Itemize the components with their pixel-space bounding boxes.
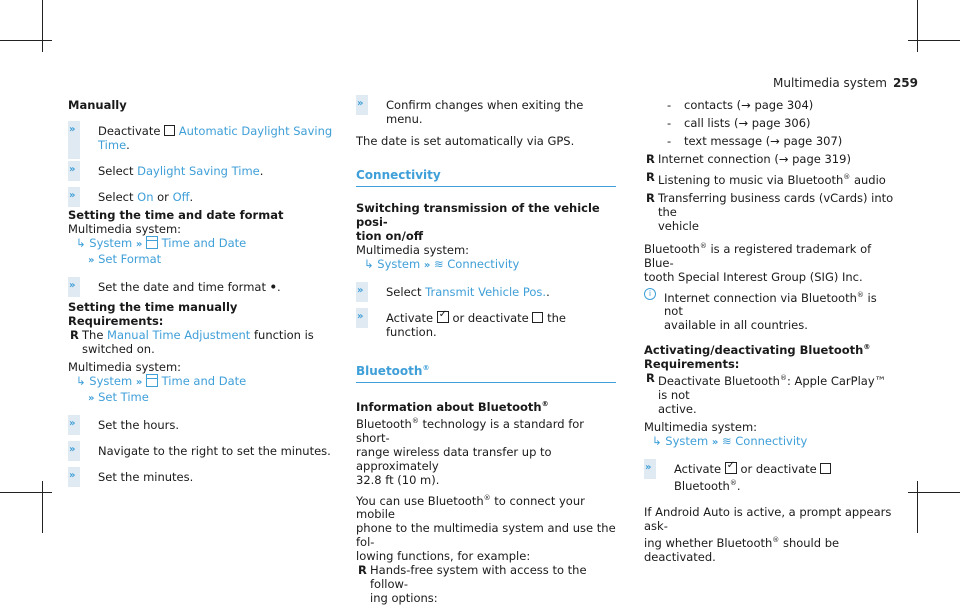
step-arrow-icon: » (357, 98, 364, 109)
link-time-and-date[interactable]: Time and Date (161, 374, 247, 388)
link-connectivity[interactable]: Connectivity (735, 434, 808, 449)
list-item: R Listening to music via Bluetooth® audio (646, 170, 886, 187)
chevron-icon: » (135, 239, 143, 250)
list-item: R Hands-free system with access to the follow- ing options: (358, 563, 587, 605)
list-item: R Deactivate Bluetooth®: Apple CarPlay™ is not active. (646, 371, 887, 417)
radio-dot-icon: • (269, 280, 277, 294)
heading-activating-bluetooth: Activating/deactivating Bluetooth® (644, 343, 871, 358)
link-system[interactable]: System (89, 374, 133, 388)
step: » Select Transmit Vehicle Pos.. (356, 285, 616, 299)
step-arrow-icon: » (357, 285, 364, 296)
step-arrow-icon: » (69, 164, 76, 175)
step-arrow-icon: » (69, 444, 76, 455)
menu-path (68, 236, 336, 252)
crop-mark (917, 481, 918, 533)
checkbox-empty-icon (820, 463, 831, 474)
crop-mark (908, 492, 960, 493)
step: » Set the date and time format •. (68, 280, 336, 294)
link-set-time[interactable]: Set Time (98, 390, 149, 404)
crop-mark (0, 40, 52, 41)
step: » Navigate to the right to set the minutes. (68, 444, 336, 458)
link-system[interactable]: System (665, 434, 709, 449)
link-time-and-date[interactable]: Time and Date (161, 236, 247, 250)
list-item: R Transferring business cards (vCards) into the vehicle (646, 190, 894, 233)
link-automatic-daylight[interactable]: Automatic Daylight Saving (178, 124, 333, 138)
step-arrow-icon: » (69, 190, 76, 201)
link-manual-time[interactable]: Manual Time Adjustment (107, 328, 251, 342)
list-item: R Internet connection (→ page 319) (646, 152, 851, 166)
crop-mark (42, 481, 43, 533)
heading-info-bluetooth: Information about Bluetooth® (356, 399, 549, 414)
step: » Confirm changes when exiting the menu. (356, 98, 616, 126)
link-system[interactable]: System (89, 236, 133, 250)
section-connectivity: Connectivity (356, 168, 616, 187)
checkbox-checked-icon (725, 462, 737, 474)
chevron-icon: » (711, 437, 719, 449)
step-arrow-icon: » (357, 311, 364, 322)
list-item: - contacts (→ page 304) (667, 98, 814, 112)
link-set-format[interactable]: Set Format (98, 252, 162, 266)
page-number: 259 (892, 76, 918, 90)
wifi-icon: ≋ (721, 434, 732, 449)
crop-mark (917, 0, 918, 52)
menu-path (68, 252, 336, 268)
header-section: Multimedia system (773, 76, 887, 90)
info-note: i Internet connection via Bluetooth® is not available in all countries. (644, 288, 896, 333)
column-middle: » Confirm changes when exiting the menu. The date is set automatically via GPS. Connectivity Switching transmission of the vehicle posi- tion on/off Multimedia system: ↳ System » ≋ Connectivity » Select Transmit Vehicle Pos.. » Activate ✓ or deactivate the function. Bluetooth® Information about Bluetooth® Bluetooth® technology is a standard for short- range wireless data transfer up to approximately 32.8 ft (10 m). You can use Bluetooth® to connect your mobile phone to the multimedia system and use the fol- lowing functions, for example: R Hands-free system with access to the follow- ing options: (356, 98, 616, 605)
page-header (773, 76, 918, 90)
section-bluetooth: Bluetooth® (356, 361, 616, 383)
crop-mark (908, 40, 960, 41)
checkbox-empty-icon (532, 312, 543, 323)
bullet-icon: R (646, 371, 655, 386)
menu-path (68, 390, 336, 406)
link-off[interactable]: Off (172, 190, 190, 204)
chevron-icon: » (88, 255, 95, 266)
hook-arrow-icon: ↳ (76, 374, 86, 388)
link-on[interactable]: On (137, 190, 154, 204)
step: » Select On or Off. (68, 190, 336, 204)
step: » Deactivate Automatic Daylight Saving Time. (68, 124, 336, 152)
calendar-icon (146, 236, 158, 249)
link-system[interactable]: System (377, 257, 421, 271)
link-daylight-saving[interactable]: Daylight Saving Time (137, 164, 260, 178)
checkbox-empty-icon (164, 125, 175, 136)
chevron-icon: » (423, 260, 431, 271)
link-transmit[interactable]: Transmit Vehicle Pos. (425, 285, 547, 299)
step-arrow-icon: » (645, 462, 652, 474)
heading-manually: Manually (68, 98, 127, 112)
calendar-icon (146, 374, 158, 387)
wifi-icon: ≋ (433, 257, 444, 271)
bullet-icon: R (646, 170, 655, 184)
step-arrow-icon: » (69, 124, 76, 135)
chevron-icon: » (88, 393, 95, 404)
bullet-icon: R (646, 190, 655, 205)
step: » Set the minutes. (68, 470, 336, 484)
hook-arrow-icon: ↳ (652, 434, 662, 449)
step: » Set the hours. (68, 418, 336, 432)
column-right: - contacts (→ page 304) - call lists (→ page 306) - text message (→ page 307) R Internet connection (→ page 319) R Listening to music via Bluetooth® audio R Transferring business cards (vCards) into the vehicle Bluetooth® is a registered trademark of Blue- tooth Special Interest Group (SIG) Inc. i Internet connection via Bluetooth® is not available in all countries. Activating/deactivating Bluetooth® Requirements: R Deactivate Bluetooth®: Apple CarPlay™ is not active. Multimedia system: ↳ System » ≋ Connectivity » Activate ✓ or deactivate Bluetooth®. If Android Auto is active, a prompt appears ask- ing whether Bluetooth® should be deactivated. (644, 98, 896, 564)
menu-path (644, 434, 896, 450)
menu-path (356, 257, 616, 273)
column-left: Manually » Deactivate Automatic Daylight Saving Time. » Select Daylight Saving Time. » Select On or Off. Setting the time and date format Multimedia system: ↳ System » Time and Date » Set Format » Set the date and time format •. Setting the time manually Requirements: R The Manual Time Adjustment function is switched on. Multimedia system: ↳ System » Time and Date » Set Time » Set the hours. » Navigate to the right to set the minutes. » Set the minutes. (68, 98, 336, 484)
chevron-icon: » (135, 377, 143, 388)
menu-path (68, 374, 336, 390)
list-item: - call lists (→ page 306) (667, 116, 811, 130)
bullet-icon: R (646, 152, 655, 166)
step-arrow-icon: » (69, 418, 76, 429)
info-icon: i (644, 288, 656, 300)
checkbox-checked-icon (437, 311, 449, 323)
crop-mark (0, 492, 52, 493)
crop-mark (42, 0, 43, 52)
link-connectivity[interactable]: Connectivity (447, 257, 520, 271)
list-item: - text message (→ page 307) (667, 134, 843, 148)
heading-switching: Switching transmission of the vehicle posi- (356, 201, 600, 229)
hook-arrow-icon: ↳ (364, 257, 374, 271)
heading-setting-format: Setting the time and date format (68, 208, 284, 222)
step: » Activate ✓ or deactivate the function. (356, 311, 616, 339)
heading-setting-manually: Setting the time manually (68, 300, 238, 314)
step: » Activate ✓ or deactivate Bluetooth®. (644, 462, 896, 493)
hook-arrow-icon: ↳ (76, 236, 86, 250)
step-arrow-icon: » (69, 280, 76, 291)
list-item: R The Manual Time Adjustment function is switched on. (70, 328, 314, 356)
step: » Select Daylight Saving Time. (68, 164, 336, 178)
bullet-icon: R (70, 328, 79, 342)
step-arrow-icon: » (69, 470, 76, 481)
bullet-icon: R (358, 563, 367, 578)
